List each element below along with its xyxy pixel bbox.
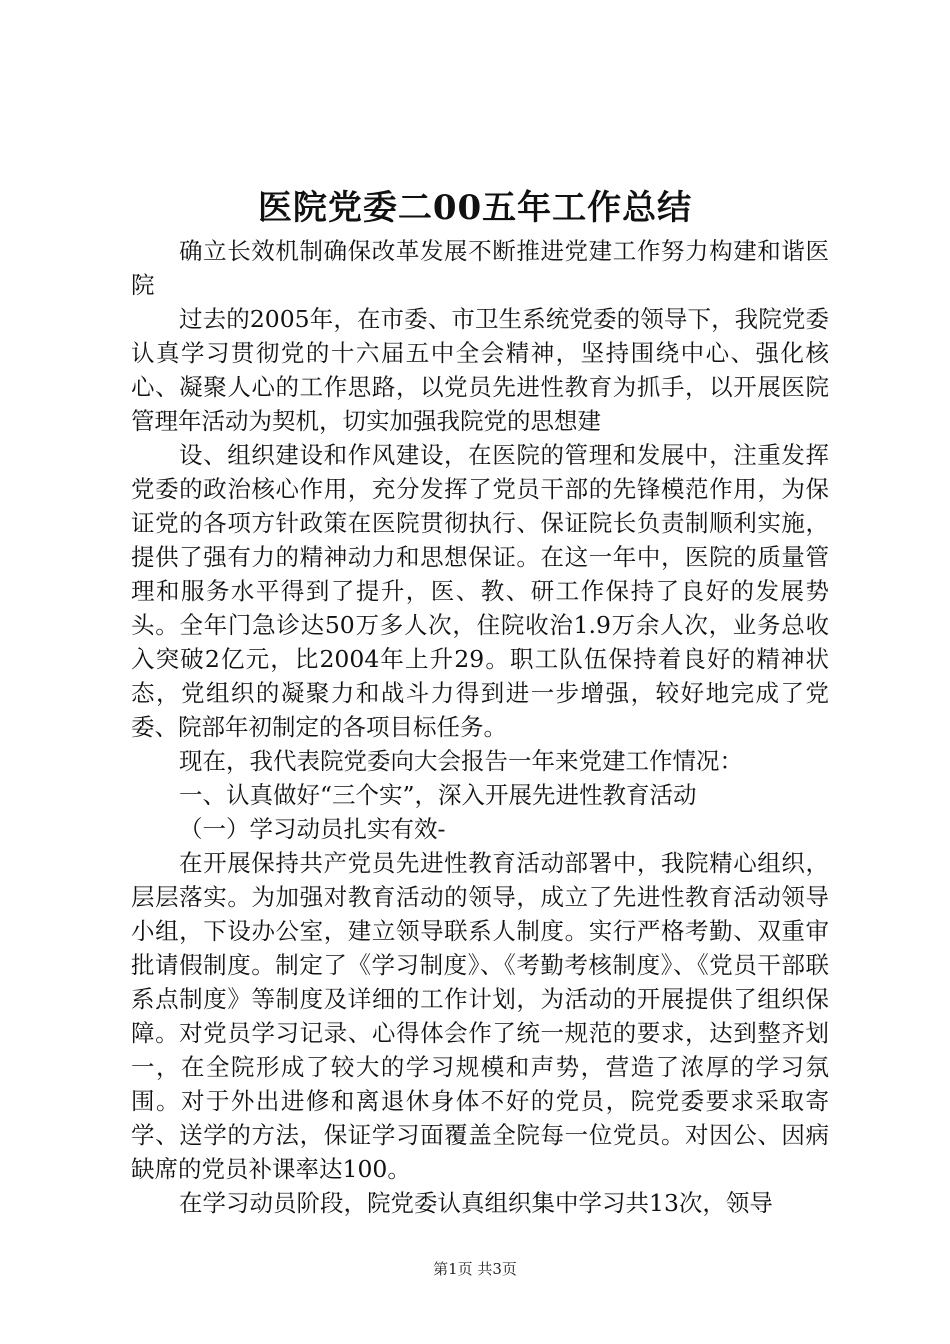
subsection-heading-1: （一）学习动员扎实有效- xyxy=(179,815,446,843)
paragraph-summary: 设、组织建设和作风建设，在医院的管理和发展中，注重发挥党委的政治核心作用，充分发挥了党员干部的先锋模范作用，为保证党的各项方针政策在医院贯彻执行、保证院长负责制顺利实施，提供了强有力的精神动力和思想保证。在这一年中，医院的质量管理和服务水平得到了提升，医、教、研工作保持了良好的发展势头。全年门急诊达50万多人次，住院收治1.9万余人次，业务总收入突破2亿元，比2004年上升29。职工队伍保持着良好的精神状态，党组织的凝聚力和战斗力得到进一步增强，较好地完成了党委、院部年初制定的各项目标任务。 xyxy=(131,441,829,741)
document-title: 医院党委二00五年工作总结 xyxy=(257,188,693,228)
section-heading-1: 一、认真做好“三个实”，深入开展先进性教育活动 xyxy=(179,781,697,809)
document-body xyxy=(131,234,829,1220)
paragraph-study-stage: 在学习动员阶段，院党委认真组织集中学习共13次，领导 xyxy=(179,1189,773,1217)
page-footer: 第1页 共3页 xyxy=(433,1260,517,1278)
paragraph-study-deployment: 在开展保持共产党员先进性教育活动部署中，我院精心组织，层层落实。为加强对教育活动的领导，成立了先进性教育活动领导小组，下设办公室，建立领导联系人制度。实行严格考勤、双重审批请假制度。制定了《学习制度》、《考勤考核制度》、《党员干部联系点制度》等制度及详细的工作计划，为活动的开展提供了组织保障。对党员学习记录、心得体会作了统一规范的要求，达到整齐划一，在全院形成了较大的学习规模和声势，营造了浓厚的学习氛围。对于外出进修和离退休身体不好的党员，院党委要求采取寄学、送学的方法，保证学习面覆盖全院每一位党员。对因公、因病缺席的党员补课率达100。 xyxy=(131,849,829,1183)
paragraph-report: 现在，我代表院党委向大会报告一年来党建工作情况： xyxy=(179,747,743,775)
paragraph-subtitle: 确立长效机制确保改革发展不断推进党建工作努力构建和谐医院 xyxy=(131,237,829,299)
paragraph-intro: 过去的2005年，在市委、市卫生系统党委的领导下，我院党委认真学习贯彻党的十六届五中全会精神，坚持围绕中心、强化核心、凝聚人心的工作思路，以党员先进性教育为抓手，以开展医院管理年活动为契机，切实加强我院党的思想建 xyxy=(131,305,829,435)
